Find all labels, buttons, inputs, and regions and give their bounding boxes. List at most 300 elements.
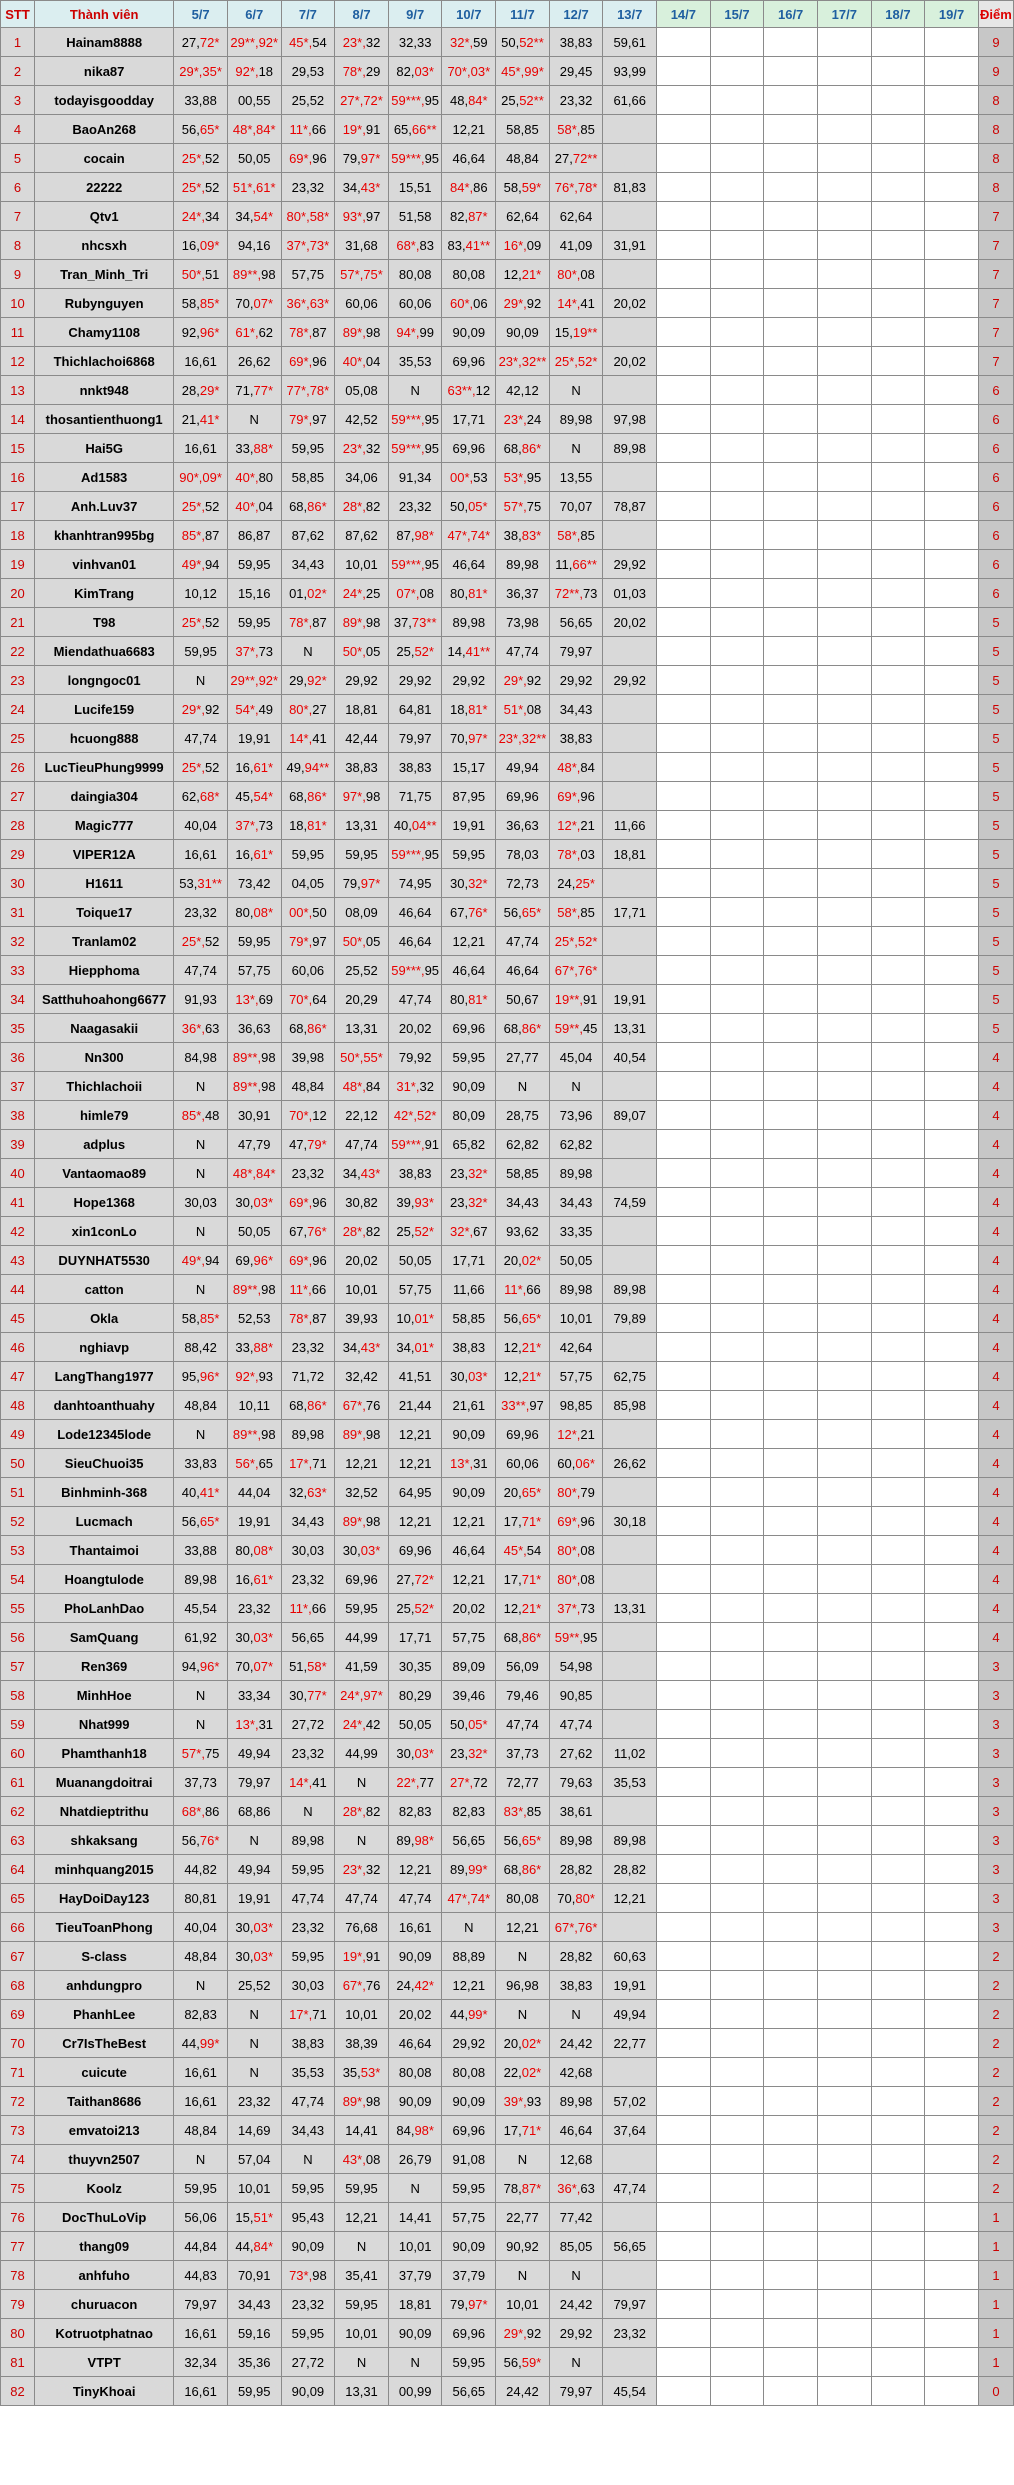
row-number: 53: [1, 1536, 35, 1565]
row-number: 26: [1, 753, 35, 782]
day-cell: 13*,31: [227, 1710, 281, 1739]
empty-day-cell: [710, 1710, 764, 1739]
member-name[interactable]: DocThuLoVip: [35, 2203, 174, 2232]
day-cell: 70*,03*: [442, 57, 496, 86]
member-name[interactable]: nika87: [35, 57, 174, 86]
member-name[interactable]: H1611: [35, 869, 174, 898]
score-cell: 5: [978, 985, 1013, 1014]
day-cell: 47,74: [281, 2087, 335, 2116]
day-cell: [603, 1217, 657, 1246]
day-cell: N: [496, 2145, 550, 2174]
member-name[interactable]: Hope1368: [35, 1188, 174, 1217]
empty-day-cell: [657, 463, 711, 492]
member-name[interactable]: DUYNHAT5530: [35, 1246, 174, 1275]
day-cell: 61,66: [603, 86, 657, 115]
day-cell: 60,63: [603, 1942, 657, 1971]
day-cell: 62,68*: [174, 782, 228, 811]
empty-day-cell: [817, 898, 871, 927]
member-name[interactable]: LangThang1977: [35, 1362, 174, 1391]
member-name[interactable]: himle79: [35, 1101, 174, 1130]
table-row: [1, 2029, 1014, 2058]
day-cell: 12,21: [442, 115, 496, 144]
empty-day-cell: [764, 1623, 818, 1652]
member-name[interactable]: VIPER12A: [35, 840, 174, 869]
member-name[interactable]: Thichlachoii: [35, 1072, 174, 1101]
member-name[interactable]: SieuChuoi35: [35, 1449, 174, 1478]
member-name[interactable]: MinhHoe: [35, 1681, 174, 1710]
day-cell: 80,08: [496, 1884, 550, 1913]
member-name[interactable]: anhdungpro: [35, 1971, 174, 2000]
member-name[interactable]: hcuong888: [35, 724, 174, 753]
day-cell: 92*,93: [227, 1362, 281, 1391]
day-cell: 59,95: [227, 550, 281, 579]
member-name[interactable]: vinhvan01: [35, 550, 174, 579]
day-cell: 36*,63: [174, 1014, 228, 1043]
day-cell: 95,43: [281, 2203, 335, 2232]
empty-day-cell: [710, 231, 764, 260]
row-number: 77: [1, 2232, 35, 2261]
member-name[interactable]: nghiavp: [35, 1333, 174, 1362]
table-body: [1, 28, 1014, 2406]
table-row: [1, 695, 1014, 724]
table-row: [1, 1594, 1014, 1623]
day-cell: 04,05: [281, 869, 335, 898]
member-name[interactable]: PhanhLee: [35, 2000, 174, 2029]
member-name[interactable]: SamQuang: [35, 1623, 174, 1652]
day-cell: 23*,32**: [496, 347, 550, 376]
empty-day-cell: [871, 956, 925, 985]
empty-day-cell: [657, 753, 711, 782]
score-cell: 4: [978, 1536, 1013, 1565]
member-name[interactable]: LucTieuPhung9999: [35, 753, 174, 782]
day-cell: 89,98: [603, 434, 657, 463]
day-cell: 78,87*: [496, 2174, 550, 2203]
day-cell: 56,65: [281, 1623, 335, 1652]
member-name[interactable]: thuyvn2507: [35, 2145, 174, 2174]
day-cell: 59,95: [174, 637, 228, 666]
member-name[interactable]: adplus: [35, 1130, 174, 1159]
day-cell: 89,99*: [442, 1855, 496, 1884]
row-number: 35: [1, 1014, 35, 1043]
member-name[interactable]: nnkt948: [35, 376, 174, 405]
day-cell: [603, 927, 657, 956]
empty-day-cell: [817, 492, 871, 521]
day-cell: [603, 956, 657, 985]
member-name[interactable]: Ad1583: [35, 463, 174, 492]
empty-day-cell: [925, 86, 979, 115]
day-cell: 89,98: [174, 1565, 228, 1594]
day-cell: 37,73: [496, 1739, 550, 1768]
score-cell: 6: [978, 376, 1013, 405]
member-name[interactable]: Miendathua6683: [35, 637, 174, 666]
empty-day-cell: [710, 2319, 764, 2348]
member-name[interactable]: VTPT: [35, 2348, 174, 2377]
empty-day-cell: [925, 1507, 979, 1536]
day-cell: 34,43*: [335, 173, 389, 202]
empty-day-cell: [871, 434, 925, 463]
member-name[interactable]: BaoAn268: [35, 115, 174, 144]
empty-day-cell: [817, 1942, 871, 1971]
row-number: 43: [1, 1246, 35, 1275]
day-cell: 17,71*: [496, 2116, 550, 2145]
empty-day-cell: [817, 115, 871, 144]
table-row: [1, 2145, 1014, 2174]
score-cell: 1: [978, 2348, 1013, 2377]
day-cell: 47,79: [227, 1130, 281, 1159]
member-name[interactable]: shkaksang: [35, 1826, 174, 1855]
day-cell: N: [174, 1275, 228, 1304]
table-row: [1, 347, 1014, 376]
score-cell: 9: [978, 57, 1013, 86]
member-name[interactable]: Kotruotphatnao: [35, 2319, 174, 2348]
member-name[interactable]: Magic777: [35, 811, 174, 840]
day-cell: 50*,05: [335, 927, 389, 956]
day-cell: 23,32: [281, 1159, 335, 1188]
empty-day-cell: [817, 1768, 871, 1797]
day-cell: 16,61: [174, 840, 228, 869]
table-row: [1, 608, 1014, 637]
empty-day-cell: [657, 347, 711, 376]
empty-day-cell: [871, 144, 925, 173]
empty-day-cell: [925, 1681, 979, 1710]
empty-day-cell: [657, 985, 711, 1014]
member-name[interactable]: S-class: [35, 1942, 174, 1971]
member-name[interactable]: Lucife159: [35, 695, 174, 724]
member-name[interactable]: Hai5G: [35, 434, 174, 463]
row-number: 41: [1, 1188, 35, 1217]
member-name[interactable]: T98: [35, 608, 174, 637]
table-row: [1, 2174, 1014, 2203]
member-name[interactable]: nhcsxh: [35, 231, 174, 260]
member-name[interactable]: daingia304: [35, 782, 174, 811]
row-number: 72: [1, 2087, 35, 2116]
day-cell: 79,46: [496, 1681, 550, 1710]
day-cell: 16,61: [174, 2058, 228, 2087]
member-name[interactable]: khanhtran995bg: [35, 521, 174, 550]
member-name[interactable]: 22222: [35, 173, 174, 202]
day-cell: 69*,96: [281, 1246, 335, 1275]
table-row: [1, 1304, 1014, 1333]
empty-day-cell: [657, 1449, 711, 1478]
row-number: 13: [1, 376, 35, 405]
score-cell: 8: [978, 86, 1013, 115]
empty-day-cell: [657, 898, 711, 927]
day-cell: 79,97: [549, 2377, 603, 2406]
day-cell: 56,65*: [174, 1507, 228, 1536]
member-name[interactable]: Anh.Luv37: [35, 492, 174, 521]
day-cell: 40,04: [174, 811, 228, 840]
empty-day-cell: [925, 753, 979, 782]
day-cell: N: [174, 1072, 228, 1101]
empty-day-cell: [710, 115, 764, 144]
member-name[interactable]: anhfuho: [35, 2261, 174, 2290]
day-cell: 30,03*: [442, 1362, 496, 1391]
member-name[interactable]: xin1conLo: [35, 1217, 174, 1246]
row-number: 3: [1, 86, 35, 115]
member-name[interactable]: Toique17: [35, 898, 174, 927]
day-cell: 23,32: [603, 2319, 657, 2348]
day-cell: N: [335, 1826, 389, 1855]
day-cell: 27,72*: [174, 28, 228, 57]
day-cell: 56,65*: [496, 1826, 550, 1855]
table-row: [1, 492, 1014, 521]
empty-day-cell: [925, 289, 979, 318]
day-cell: 89*,98: [335, 1420, 389, 1449]
day-cell: 15,51*: [227, 2203, 281, 2232]
member-name[interactable]: Phamthanh18: [35, 1739, 174, 1768]
table-row: [1, 1043, 1014, 1072]
member-name[interactable]: PhoLanhDao: [35, 1594, 174, 1623]
day-cell: 18,81*: [281, 811, 335, 840]
member-name[interactable]: Tranlam02: [35, 927, 174, 956]
member-name[interactable]: TieuToanPhong: [35, 1913, 174, 1942]
empty-day-cell: [764, 1246, 818, 1275]
day-cell: 37,64: [603, 2116, 657, 2145]
member-name[interactable]: Okla: [35, 1304, 174, 1333]
empty-day-cell: [710, 2029, 764, 2058]
day-cell: 59,95: [227, 927, 281, 956]
day-cell: 16,61*: [227, 753, 281, 782]
member-name[interactable]: minhquang2015: [35, 1855, 174, 1884]
member-name[interactable]: danhtoanthuahy: [35, 1391, 174, 1420]
day-cell: 89*,98: [335, 608, 389, 637]
member-name[interactable]: TinyKhoai: [35, 2377, 174, 2406]
member-name[interactable]: Satthuhoahong6677: [35, 985, 174, 1014]
day-cell: 34,43: [281, 1507, 335, 1536]
member-name[interactable]: longngoc01: [35, 666, 174, 695]
day-cell: N: [388, 2174, 442, 2203]
day-cell: 17,71: [388, 1623, 442, 1652]
day-cell: 57,75: [549, 1362, 603, 1391]
day-cell: 24*,25: [335, 579, 389, 608]
day-cell: 35,36: [227, 2348, 281, 2377]
day-cell: 23,32: [281, 2290, 335, 2319]
member-name[interactable]: Hoangtulode: [35, 1565, 174, 1594]
day-cell: 58*,85: [549, 115, 603, 144]
day-cell: 47*,74*: [442, 1884, 496, 1913]
member-name[interactable]: Nhat999: [35, 1710, 174, 1739]
day-cell: 47,74: [388, 1884, 442, 1913]
day-cell: 59,95: [281, 840, 335, 869]
member-name[interactable]: thang09: [35, 2232, 174, 2261]
day-cell: [603, 1652, 657, 1681]
member-name[interactable]: Lode12345lode: [35, 1420, 174, 1449]
day-cell: 91,08: [442, 2145, 496, 2174]
day-cell: 51*,61*: [227, 173, 281, 202]
day-cell: 46,64: [442, 550, 496, 579]
day-header: 19/7: [925, 1, 979, 28]
table-row: [1, 1768, 1014, 1797]
day-cell: 40,41*: [174, 1478, 228, 1507]
member-name[interactable]: Naagasakii: [35, 1014, 174, 1043]
day-cell: 25*,52*: [549, 927, 603, 956]
empty-day-cell: [710, 1913, 764, 1942]
empty-day-cell: [817, 1420, 871, 1449]
day-cell: 69*,96: [549, 1507, 603, 1536]
empty-day-cell: [871, 2058, 925, 2087]
member-name[interactable]: KimTrang: [35, 579, 174, 608]
day-cell: 53*,95: [496, 463, 550, 492]
empty-day-cell: [710, 1101, 764, 1130]
empty-day-cell: [710, 1217, 764, 1246]
empty-day-cell: [764, 289, 818, 318]
empty-day-cell: [657, 2174, 711, 2203]
day-cell: 31,68: [335, 231, 389, 260]
member-name[interactable]: todayisgoodday: [35, 86, 174, 115]
empty-day-cell: [764, 550, 818, 579]
empty-day-cell: [764, 434, 818, 463]
day-cell: 25,52: [227, 1971, 281, 2000]
empty-day-cell: [817, 927, 871, 956]
table-row: [1, 2261, 1014, 2290]
member-name[interactable]: Chamy1108: [35, 318, 174, 347]
empty-day-cell: [657, 115, 711, 144]
day-cell: 20,02: [603, 289, 657, 318]
day-cell: 73,96: [549, 1101, 603, 1130]
day-cell: 61,92: [174, 1623, 228, 1652]
empty-day-cell: [764, 1420, 818, 1449]
member-name[interactable]: emvatoi213: [35, 2116, 174, 2145]
member-name[interactable]: Vantaomao89: [35, 1159, 174, 1188]
score-header: Điểm: [978, 1, 1013, 28]
day-cell: 11*,66: [496, 1275, 550, 1304]
table-row: [1, 2058, 1014, 2087]
member-name[interactable]: Binhminh-368: [35, 1478, 174, 1507]
table-row: [1, 1391, 1014, 1420]
member-name[interactable]: Rubynguyen: [35, 289, 174, 318]
day-cell: 16,61: [174, 2087, 228, 2116]
table-row: [1, 724, 1014, 753]
empty-day-cell: [871, 1507, 925, 1536]
member-name[interactable]: Thantaimoi: [35, 1536, 174, 1565]
score-cell: 4: [978, 1130, 1013, 1159]
score-cell: 2: [978, 2145, 1013, 2174]
row-number: 57: [1, 1652, 35, 1681]
day-cell: 80,08: [388, 260, 442, 289]
day-cell: 50*,55*: [335, 1043, 389, 1072]
empty-day-cell: [817, 637, 871, 666]
day-cell: 40*,04: [227, 492, 281, 521]
day-cell: 91,34: [388, 463, 442, 492]
day-cell: 25,52**: [496, 86, 550, 115]
day-header: 11/7: [496, 1, 550, 28]
empty-day-cell: [925, 2232, 979, 2261]
day-cell: 80,08*: [227, 898, 281, 927]
day-cell: 63**,12: [442, 376, 496, 405]
day-cell: 85,98: [603, 1391, 657, 1420]
empty-day-cell: [925, 115, 979, 144]
empty-day-cell: [657, 1188, 711, 1217]
day-cell: N: [227, 2058, 281, 2087]
day-cell: 30,03*: [335, 1536, 389, 1565]
empty-day-cell: [657, 2000, 711, 2029]
day-cell: 25*,52: [174, 927, 228, 956]
day-cell: 22,02*: [496, 2058, 550, 2087]
day-cell: 12,21: [442, 927, 496, 956]
empty-day-cell: [817, 2174, 871, 2203]
day-cell: 93,62: [496, 1217, 550, 1246]
empty-day-cell: [657, 1855, 711, 1884]
day-cell: 78*,87: [281, 1304, 335, 1333]
day-cell: 93*,97: [335, 202, 389, 231]
empty-day-cell: [710, 2377, 764, 2406]
day-cell: 19,91: [227, 1884, 281, 1913]
row-number: 81: [1, 2348, 35, 2377]
member-name[interactable]: Tran_Minh_Tri: [35, 260, 174, 289]
empty-day-cell: [764, 1768, 818, 1797]
day-cell: 29,92: [442, 666, 496, 695]
day-cell: 10,01*: [388, 1304, 442, 1333]
day-cell: 22,77: [496, 2203, 550, 2232]
member-name[interactable]: Cr7IsTheBest: [35, 2029, 174, 2058]
table-row: [1, 666, 1014, 695]
day-cell: 90,09: [388, 1942, 442, 1971]
member-name[interactable]: catton: [35, 1275, 174, 1304]
member-name[interactable]: cocain: [35, 144, 174, 173]
day-cell: 17,71: [442, 1246, 496, 1275]
empty-day-cell: [710, 1275, 764, 1304]
day-cell: 12,21: [442, 1971, 496, 2000]
empty-day-cell: [764, 2116, 818, 2145]
day-cell: 49,94**: [281, 753, 335, 782]
member-name[interactable]: HayDoiDay123: [35, 1884, 174, 1913]
member-name[interactable]: cuicute: [35, 2058, 174, 2087]
empty-day-cell: [925, 927, 979, 956]
table-row: [1, 2290, 1014, 2319]
day-cell: 29,53: [281, 57, 335, 86]
table-row: [1, 202, 1014, 231]
table-row: [1, 1565, 1014, 1594]
day-cell: 20,29: [335, 985, 389, 1014]
table-row: [1, 1797, 1014, 1826]
table-row: [1, 782, 1014, 811]
member-name[interactable]: Ren369: [35, 1652, 174, 1681]
member-name[interactable]: Muanangdoitrai: [35, 1768, 174, 1797]
day-cell: N: [549, 376, 603, 405]
row-number: 78: [1, 2261, 35, 2290]
day-cell: 14,69: [227, 2116, 281, 2145]
empty-day-cell: [657, 1246, 711, 1275]
member-name[interactable]: Thichlachoi6868: [35, 347, 174, 376]
day-cell: 48,84: [174, 2116, 228, 2145]
member-name[interactable]: Hiepphoma: [35, 956, 174, 985]
member-name[interactable]: Taithan8686: [35, 2087, 174, 2116]
member-name[interactable]: Nhatdieptrithu: [35, 1797, 174, 1826]
day-cell: 19*,91: [335, 1942, 389, 1971]
row-number: 69: [1, 2000, 35, 2029]
table-row: [1, 1681, 1014, 1710]
member-name[interactable]: Lucmach: [35, 1507, 174, 1536]
empty-day-cell: [657, 1623, 711, 1652]
empty-day-cell: [817, 1652, 871, 1681]
table-row: [1, 405, 1014, 434]
empty-day-cell: [657, 608, 711, 637]
day-cell: 34,43: [549, 1188, 603, 1217]
empty-day-cell: [871, 1043, 925, 1072]
day-cell: 18,81*: [442, 695, 496, 724]
member-name[interactable]: thosantienthuong1: [35, 405, 174, 434]
member-name[interactable]: Qtv1: [35, 202, 174, 231]
member-name[interactable]: churuacon: [35, 2290, 174, 2319]
empty-day-cell: [871, 405, 925, 434]
member-name[interactable]: Nn300: [35, 1043, 174, 1072]
member-name[interactable]: Koolz: [35, 2174, 174, 2203]
score-cell: 2: [978, 2058, 1013, 2087]
table-row: [1, 173, 1014, 202]
score-cell: 7: [978, 231, 1013, 260]
member-name[interactable]: Hainam8888: [35, 28, 174, 57]
empty-day-cell: [710, 782, 764, 811]
